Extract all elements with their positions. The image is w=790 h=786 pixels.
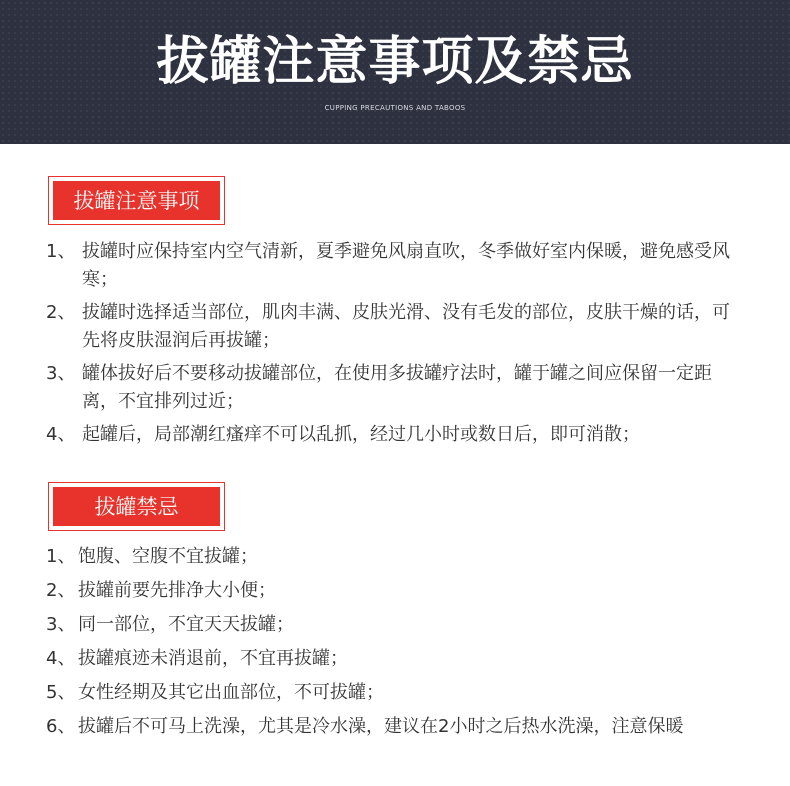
item-number: 4、 [46, 424, 76, 445]
item-text: 罐体拔好后不要移动拔罐部位，在使用多拔罐疗法时，罐于罐之间应保留一定距离，不宜排列过近； [82, 363, 712, 412]
item-text: 起罐后，局部潮红瘙痒不可以乱抓，经过几小时或数日后，即可消散； [82, 424, 640, 445]
list-item [46, 238, 746, 294]
item-text: 同一部位，不宜天天拔罐； [78, 614, 294, 635]
item-number: 1、 [46, 546, 76, 567]
list-item [46, 577, 756, 605]
item-number: 3、 [46, 363, 76, 384]
list-item [46, 360, 746, 416]
taboos-label-text: 拔罐禁忌 [53, 487, 220, 526]
list-item [46, 611, 756, 639]
item-text: 拔罐痕迹未消退前，不宜再拔罐； [78, 648, 348, 669]
item-text: 拔罐后不可马上洗澡，尤其是冷水澡，建议在2小时之后热水洗澡，注意保暖 [78, 716, 684, 737]
item-number: 2、 [46, 302, 76, 323]
item-number: 6、 [46, 716, 76, 737]
taboos-list [46, 543, 756, 747]
item-text: 拔罐时选择适当部位，肌肉丰满、皮肤光滑、没有毛发的部位，皮肤干燥的话，可先将皮肤湿润后再拔罐； [82, 302, 730, 351]
list-item [46, 713, 756, 741]
page-title: 拔罐注意事项及禁忌 [156, 32, 634, 92]
list-item [46, 679, 756, 707]
page-header [0, 0, 790, 144]
item-number: 4、 [46, 648, 76, 669]
taboos-section-label [48, 482, 225, 531]
page-subtitle: CUPPING PRECAUTIONS AND TABOOS [324, 104, 466, 112]
item-text: 饱腹、空腹不宜拔罐； [78, 546, 258, 567]
item-number: 5、 [46, 682, 76, 703]
precautions-list [46, 238, 746, 454]
item-number: 1、 [46, 241, 76, 262]
list-item [46, 543, 756, 571]
item-text: 拔罐时应保持室内空气清新，夏季避免风扇直吹，冬季做好室内保暖，避免感受风寒； [82, 241, 730, 290]
list-item [46, 421, 746, 449]
item-number: 2、 [46, 580, 76, 601]
item-text: 女性经期及其它出血部位，不可拔罐； [78, 682, 384, 703]
precautions-label-text: 拔罐注意事项 [53, 181, 220, 220]
list-item [46, 645, 756, 673]
precautions-section-label [48, 176, 225, 225]
item-number: 3、 [46, 614, 76, 635]
list-item [46, 299, 746, 355]
item-text: 拔罐前要先排净大小便； [78, 580, 276, 601]
